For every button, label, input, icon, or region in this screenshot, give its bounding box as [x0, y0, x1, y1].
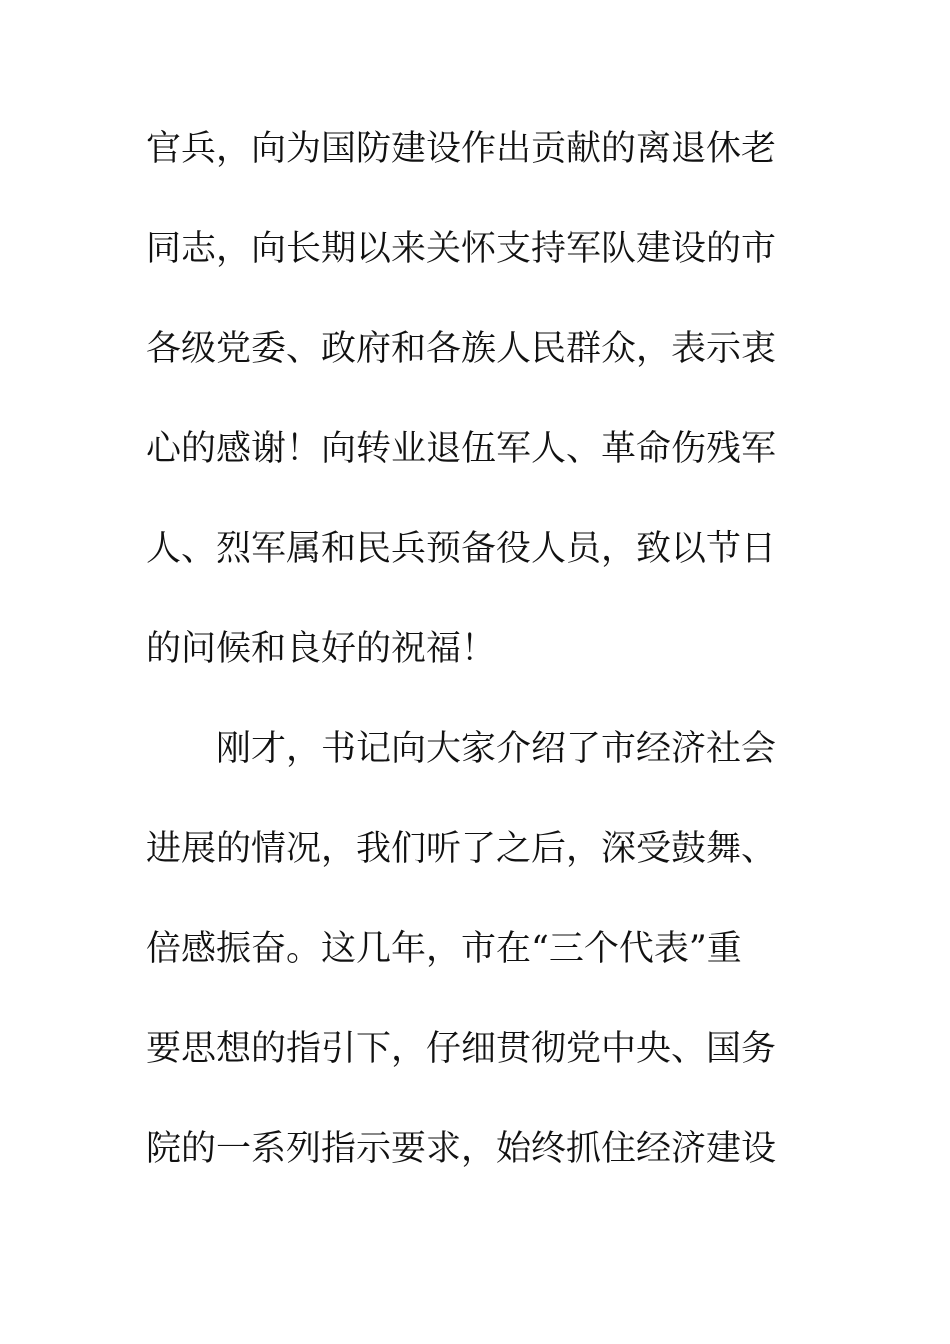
body-text — [146, 125, 786, 1225]
text-line: 倍感振奋。这几年，市在“三个代表”重 — [146, 929, 742, 969]
text-line: 院的一系列指示要求，始终抓住经济建设 — [146, 1129, 777, 1169]
paragraph-first-line: 刚才，书记向大家介绍了市经济社会 — [216, 729, 777, 769]
text-line: 的问候和良好的祝福！ — [146, 629, 497, 669]
text-line: 同志，向长期以来关怀支持军队建设的市 — [146, 229, 777, 269]
text-line: 人、烈军属和民兵预备役人员，致以节日 — [146, 529, 777, 569]
text-line: 要思想的指引下，仔细贯彻党中央、国务 — [146, 1029, 777, 1069]
text-line: 心的感谢！向转业退伍军人、革命伤残军 — [146, 429, 777, 469]
text-line: 各级党委、政府和各族人民群众，表示衷 — [146, 329, 777, 369]
text-line: 官兵，向为国防建设作出贡献的离退休老 — [146, 129, 777, 169]
text-line: 进展的情况，我们听了之后，深受鼓舞、 — [146, 829, 777, 869]
